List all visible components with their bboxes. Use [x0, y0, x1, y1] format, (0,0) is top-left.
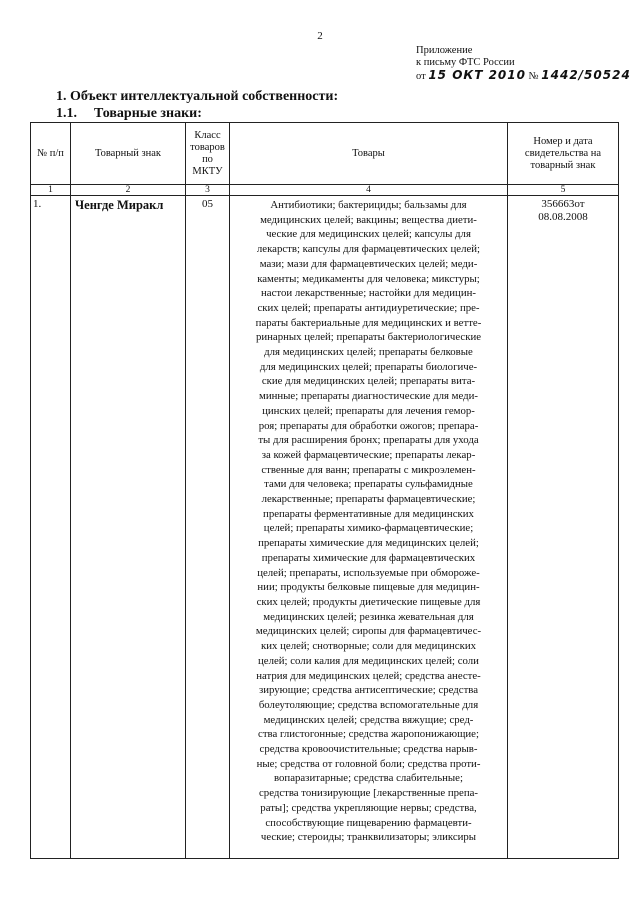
certificate-cell [508, 196, 619, 859]
goods-line: тами для человека; препараты сульфамидные [264, 478, 473, 491]
goods-line: натрия для медицинских целей; средства анесте- [256, 669, 481, 682]
page-number: 2 [317, 30, 323, 42]
row-number: 1. [31, 196, 71, 859]
goods-line: минные; препараты диагностические для меди- [259, 390, 478, 403]
goods-line: ческие; стероиды; транквилизаторы; эликсиры [260, 831, 477, 844]
appendix-number-label: № [528, 71, 539, 82]
appendix-number: 1442/50524 [541, 68, 631, 82]
mktu-class: 05 [186, 196, 230, 859]
goods-line: медицинских целей; средства вяжущие; сред- [263, 713, 474, 726]
column-number: 5 [508, 185, 619, 196]
section-title: Объект интеллектуальной собственности: [70, 89, 339, 104]
header-goods: Товары [230, 123, 508, 185]
goods-line: целей; соли калия для медицинских целей; соли [258, 654, 479, 667]
goods-line: нии; продукты белковые пищевые для медицин- [257, 581, 480, 594]
goods-line: медицинских целей; резинка жевательная для [263, 610, 474, 623]
goods-line: за кожей фармацевтические; препараты лекар- [261, 448, 476, 461]
goods-line: зирующие; средства антисептические; средства [258, 684, 479, 697]
appendix-date-line [416, 69, 631, 83]
certificate-date: 08.08.2008 [538, 211, 588, 223]
goods-line: лекарств; капсулы для фармацевтических целей; [256, 243, 481, 256]
column-number: 3 [186, 185, 230, 196]
goods-line: для медицинских целей; препараты биологиче- [259, 360, 478, 373]
header-certificate: Номер и дата свидетельства на товарный знак [508, 123, 619, 185]
goods-line: ких целей; снотворные; соли для медицинских [261, 640, 476, 653]
appendix-date-prefix: от [416, 71, 426, 82]
table-row [31, 196, 619, 859]
appendix-letter-ref: к письму ФТС России [416, 57, 515, 68]
subsection-title: Товарные знаки: [94, 106, 202, 121]
goods-line: лекарственные; препараты фармацевтические; [261, 493, 476, 506]
goods-line: болеутоляющие; средства вспомогательные для [258, 698, 479, 711]
goods-line: настои лекарственные; настойки для медицин- [261, 287, 476, 300]
goods-line: способствующие пищеварению фармацевти- [265, 816, 472, 829]
goods-line: медицинских целей; вакцины; вещества диети- [260, 213, 477, 226]
goods-line: препараты ферментативные для медицинских [263, 507, 474, 520]
goods-line: средства кровоочистительные; средства нарыв- [259, 743, 478, 756]
goods-line: мази; мази для фармацевтических целей; меди- [259, 257, 478, 270]
trademark-name: Ченгде Миракл [71, 196, 186, 859]
header-trademark: Товарный знак [71, 123, 186, 185]
appendix-title: Приложение [416, 45, 473, 56]
goods-line: вопаразитарные; средства слабительные; [274, 772, 463, 785]
goods-line: медицинских целей; сиропы для фармацевтичес- [255, 625, 482, 638]
goods-line: ских целей; препараты антидиуретические; пре- [257, 301, 480, 314]
column-number: 1 [31, 185, 71, 196]
header-class: Класс товаров по МКТУ [186, 123, 230, 185]
subsection-heading [56, 106, 202, 122]
goods-line: ческие для медицинских целей; капсулы для [266, 228, 471, 241]
section-number: 1. [56, 89, 67, 104]
goods-line: препараты химические для фармацевтических [261, 551, 476, 564]
goods-line: ственные для ванн; препараты с микроэлемен- [261, 463, 476, 476]
goods-line: ные; средства от головной боли; средства проти- [256, 757, 481, 770]
table-header-row [31, 123, 619, 185]
goods-line: целей; препараты, используемые при обмороже- [257, 566, 480, 579]
goods-line: роя; препараты для обработки ожогов; препара- [258, 419, 479, 432]
goods-line: ские для медицинских целей; препараты вита- [261, 375, 476, 388]
goods-line: ринарных целей; препараты бактериологические [255, 331, 482, 344]
goods-line: каменты; медикаменты для человека; микстуры; [257, 272, 480, 285]
goods-line: ты для расширения бронх; препараты для ухода [258, 434, 479, 447]
appendix-date: 15 ОКТ 2010 [428, 68, 526, 82]
goods-line: ства глистогонные; средства жаропонижающие; [258, 728, 479, 741]
goods-line: цинских целей; препараты для лечения гемор- [262, 404, 475, 417]
goods-line: ских целей; продукты диетические пищевые для [256, 595, 481, 608]
goods-list [230, 196, 508, 859]
column-number: 2 [71, 185, 186, 196]
subsection-number: 1.1. [56, 106, 77, 121]
goods-line: целей; препараты химико-фармацевтические; [263, 522, 474, 535]
appendix-block [416, 45, 631, 83]
goods-line: для медицинских целей; препараты белковые [264, 346, 473, 359]
column-number: 4 [230, 185, 508, 196]
column-numbers-row [31, 185, 619, 196]
goods-line: препараты химические для медицинских целей; [258, 537, 479, 550]
goods-line: средства тонизирующие [лекарственные препа- [259, 787, 478, 800]
section-heading [56, 89, 338, 105]
certificate-number: 356663от [541, 198, 585, 210]
header-number: № п/п [31, 123, 71, 185]
goods-line: раты]; средства укрепляющие нервы; средства, [260, 801, 477, 814]
trademarks-table [30, 122, 619, 859]
goods-line: Антибиотики; бактерициды; бальзамы для [270, 199, 467, 211]
goods-line: параты бактериальные для медицинских и ветте- [255, 316, 482, 329]
